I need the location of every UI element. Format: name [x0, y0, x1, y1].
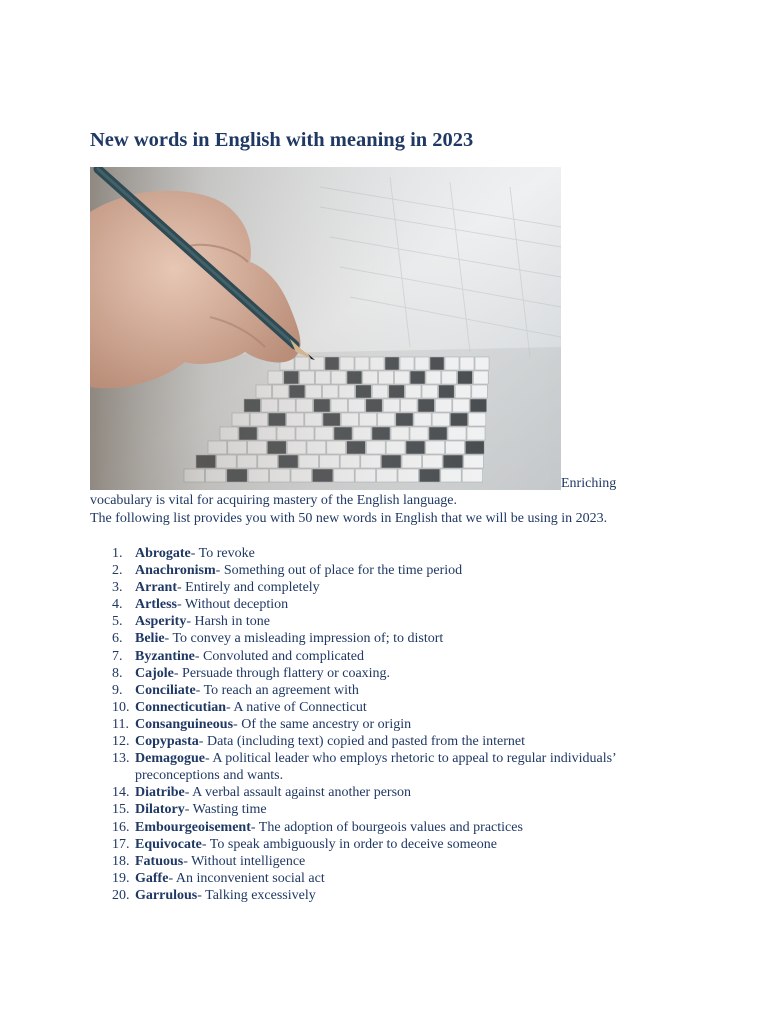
list-item	[90, 545, 650, 562]
word-term: Connecticutian	[135, 699, 226, 715]
word-term: Embourgeoisement	[135, 819, 251, 835]
list-item	[90, 801, 650, 818]
list-item	[90, 887, 650, 904]
word-definition: - Without deception	[177, 597, 289, 613]
word-term: Artless	[135, 597, 177, 613]
list-item	[90, 648, 650, 665]
word-definition: - A native of Connecticut	[226, 699, 367, 715]
list-item	[90, 716, 650, 733]
list-item	[90, 579, 650, 596]
word-definition: - The adoption of bourgeois values and practices	[250, 819, 523, 835]
list-item-number: 3.	[112, 580, 123, 596]
word-definition: - Something out of place for the time period	[215, 563, 463, 579]
word-definition: - To convey a misleading impression of; to distort	[164, 631, 444, 647]
list-item-number: 6.	[112, 631, 123, 647]
list-item	[90, 784, 650, 801]
list-item-number: 4.	[112, 597, 123, 613]
list-item-number: 12.	[112, 734, 130, 750]
word-term: Arrant	[135, 580, 177, 596]
word-term: Abrogate	[135, 546, 191, 561]
list-item	[90, 596, 650, 613]
intro-text-line-2: vocabulary is vital for acquiring mastery of the English language.	[90, 493, 458, 508]
list-item-number: 17.	[112, 836, 130, 852]
list-item	[90, 613, 650, 630]
word-definition: - Persuade through flattery or coaxing.	[173, 665, 391, 681]
list-item-number: 19.	[112, 870, 130, 886]
word-definition: - Of the same ancestry or origin	[233, 716, 412, 732]
word-definition: - Without intelligence	[183, 853, 306, 869]
list-item-number: 11.	[112, 716, 129, 732]
list-item-number: 9.	[112, 682, 123, 698]
word-list	[90, 545, 650, 904]
word-definition: - Harsh in tone	[186, 614, 270, 630]
word-definition: - To reach an agreement with	[195, 682, 359, 698]
list-item	[90, 562, 650, 579]
word-term: Byzantine	[135, 648, 195, 664]
list-item-number: 5.	[112, 614, 123, 630]
list-item-number: 10.	[112, 699, 130, 715]
word-term: Cajole	[135, 665, 174, 681]
list-item	[90, 870, 650, 887]
list-item	[90, 750, 650, 784]
word-definition: - A verbal assault against another person	[184, 785, 412, 801]
crossword-photo-drawing	[90, 167, 561, 490]
page-title: New words in English with meaning in 2023	[90, 129, 474, 151]
word-definition: - Entirely and completely	[177, 580, 320, 596]
list-item	[90, 665, 650, 682]
word-term: Asperity	[135, 614, 187, 630]
list-item-number: 16.	[112, 819, 130, 835]
word-term: Copypasta	[135, 734, 199, 750]
word-definition: - Talking excessively	[197, 887, 316, 903]
list-item	[90, 733, 650, 750]
word-definition: - Wasting time	[184, 802, 267, 818]
word-term: Gaffe	[135, 870, 169, 886]
word-definition: - To speak ambiguously in order to deceive someone	[201, 836, 497, 852]
word-term: Garrulous	[135, 887, 198, 903]
list-item-number: 13.	[112, 751, 130, 767]
word-term: Belie	[135, 631, 165, 647]
word-definition: - Data (including text) copied and pasted from the internet	[198, 734, 525, 750]
word-term: Dilatory	[135, 802, 185, 818]
list-item	[90, 853, 650, 870]
word-definition: - An inconvenient social act	[168, 870, 325, 886]
word-term: Consanguineous	[135, 716, 234, 732]
word-definition: - To revoke	[190, 546, 255, 561]
list-item-number: 20.	[112, 887, 130, 903]
word-term: Demagogue	[135, 751, 205, 767]
list-item	[90, 682, 650, 699]
word-term: Anachronism	[135, 563, 216, 579]
list-item	[90, 630, 650, 647]
crossword-photo	[90, 167, 561, 490]
intro-text-line-1: Enriching	[561, 476, 617, 491]
list-item-number: 8.	[112, 665, 123, 681]
list-item-number: 18.	[112, 853, 130, 869]
intro-text-line-3: The following list provides you with 50 new words in English that we will be using in 2023.	[90, 511, 608, 526]
list-item-number: 14.	[112, 785, 130, 801]
word-term: Diatribe	[135, 785, 185, 801]
list-item-number: 2.	[112, 563, 123, 579]
list-item	[90, 819, 650, 836]
list-item	[90, 699, 650, 716]
list-item-number: 15.	[112, 802, 130, 818]
list-item-number: 7.	[112, 648, 123, 664]
list-item	[90, 836, 650, 853]
word-term: Conciliate	[135, 682, 196, 698]
word-definition: - A political leader who employs rhetoric to appeal to regular individuals’ preconceptions and wants.	[135, 751, 616, 784]
word-term: Fatuous	[135, 853, 184, 869]
word-term: Equivocate	[135, 836, 202, 852]
list-item-number: 1.	[112, 546, 123, 561]
word-definition: - Convoluted and complicated	[194, 648, 365, 664]
